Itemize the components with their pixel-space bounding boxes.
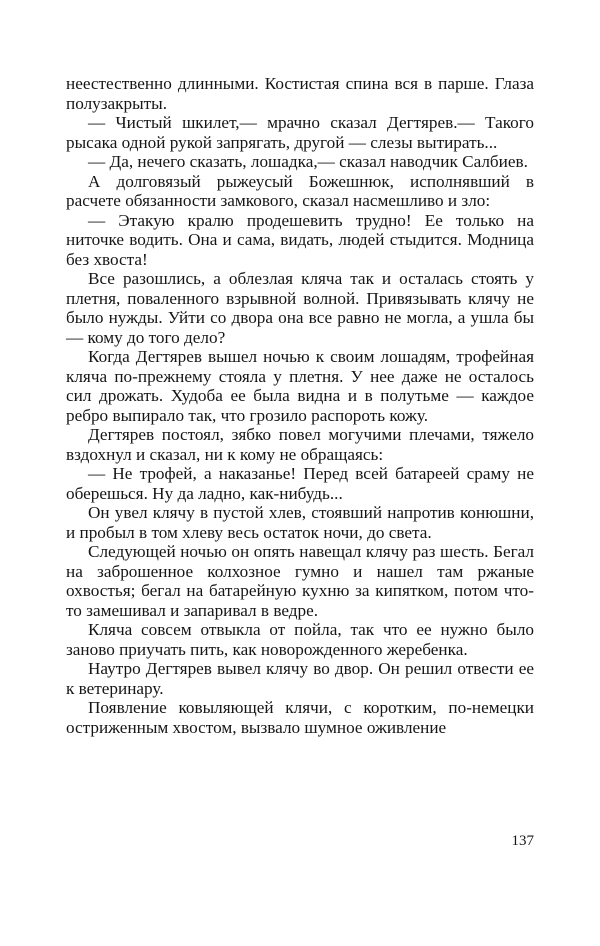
paragraph-1: неестественно длинными. Костистая спина вся в парше. Глаза полузакрыты. bbox=[66, 74, 534, 113]
paragraph-5: — Этакую кралю продешевить трудно! Ее только на ниточке водить. Она и сама, видать, людей стыдится. Модница без хвоста! bbox=[66, 210, 534, 269]
page-body bbox=[66, 74, 534, 737]
paragraph-13: Наутро Дегтярев вывел клячу во двор. Он решил отвести ее к ветеринару. bbox=[66, 659, 534, 698]
paragraph-3: — Да, нечего сказать, лошадка,— сказал наводчик Салбиев. bbox=[88, 152, 528, 171]
paragraph-10: Он увел клячу в пустой хлев, стоявший напротив конюшни, и пробыл в том хлеву весь остаток ночи, до света. bbox=[66, 503, 534, 542]
paragraph-6: Все разошлись, а облезлая кляча так и осталась стоять у плетня, поваленного взрывной волной. Привязывать клячу не было нужды. Уйти со двора она все равно не могла, а ушла бы — кому до того дело? bbox=[66, 269, 534, 347]
paragraph-4: А долговязый рыжеусый Божешнюк, исполнявший в расчете обязанности замкового, сказал насмешливо и зло: bbox=[66, 171, 534, 210]
paragraph-9: — Не трофей, а наказанье! Перед всей батареей сраму не оберешься. Ну да ладно, как-нибудь... bbox=[66, 464, 534, 503]
paragraph-12: Кляча совсем отвыкла от пойла, так что ее нужно было заново приучать пить, как новорожденного жеребенка. bbox=[66, 620, 534, 659]
paragraph-7: Когда Дегтярев вышел ночью к своим лошадям, трофейная кляча по-прежнему стояла у плетня. У нее даже не осталось сил дрожать. Худоба ее была видна и в полутьме — каждое ребро выпирало так, что грозило распороть кожу. bbox=[66, 347, 534, 425]
paragraph-2: — Чистый шкилет,— мрачно сказал Дегтярев.— Такого рысака одной рукой запрягать, другой — слезы вытирать... bbox=[66, 113, 534, 152]
paragraph-14: Появление ковыляющей клячи, с коротким, по-немецки остриженным хвостом, вызвало шумное оживление bbox=[66, 698, 534, 737]
paragraph-8: Дегтярев постоял, зябко повел могучими плечами, тяжело вздохнул и сказал, ни к кому не обращаясь: bbox=[66, 425, 534, 464]
paragraph-11: Следующей ночью он опять навещал клячу раз шесть. Бегал на заброшенное колхозное гумно и нашел там ржаные охвостья; бегал на батарейную кухню за кипятком, потом что-то замешивал и запаривал в ведре. bbox=[66, 542, 534, 620]
page-number: 137 bbox=[511, 833, 534, 849]
